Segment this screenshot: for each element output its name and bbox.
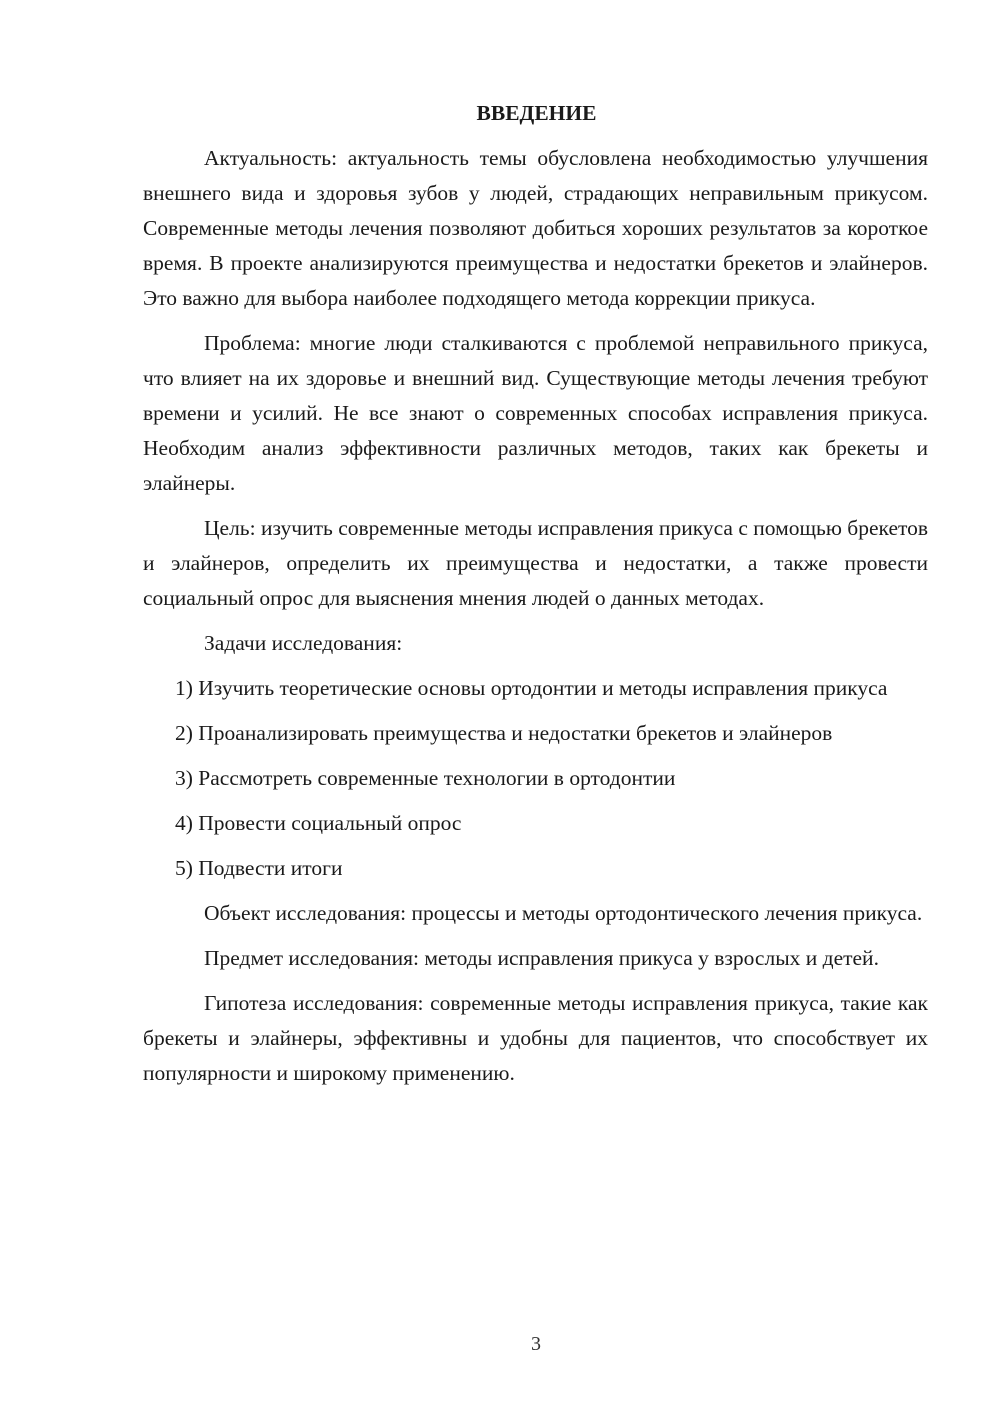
paragraph-subject: Предмет исследования: методы исправления прикуса у взрослых и детей.	[204, 946, 879, 970]
paragraph-goal: Цель: изучить современные методы исправления прикуса с помощью брекетов и элайнеров, определить их преимущества и недостатки, а также провести социальный опрос для выяснения мнения людей о данных методах.	[143, 516, 928, 610]
page-number: 3	[531, 1333, 541, 1355]
paragraph-hypothesis: Гипотеза исследования: современные методы исправления прикуса, такие как брекеты и элайнеры, эффективны и удобны для пациентов, что способствует их популярности и широкому применению.	[143, 991, 928, 1085]
paragraph-problem: Проблема: многие люди сталкиваются с проблемой неправильного прикуса, что влияет на их здоровье и внешний вид. Существующие методы лечения требуют времени и усилий. Не все знают о современных способах исправления прикуса. Необходим анализ эффективности различных методов, таких как брекеты и элайнеры.	[143, 331, 928, 495]
task-item-2: 2) Проанализировать преимущества и недостатки брекетов и элайнеров	[175, 721, 833, 745]
task-item-4: 4) Провести социальный опрос	[175, 811, 462, 835]
task-item-3: 3) Рассмотреть современные технологии в ортодонтии	[175, 766, 676, 790]
task-item-1: 1) Изучить теоретические основы ортодонтии и методы исправления прикуса	[175, 676, 888, 700]
task-item-5: 5) Подвести итоги	[175, 856, 343, 880]
paragraph-tasks-heading: Задачи исследования:	[204, 631, 403, 655]
paragraph-relevance: Актуальность: актуальность темы обусловлена необходимостью улучшения внешнего вида и здоровья зубов у людей, страдающих неправильным прикусом. Современные методы лечения позволяют добиться хороших результатов за короткое время. В проекте анализируются преимущества и недостатки брекетов и элайнеров. Это важно для выбора наиболее подходящего метода коррекции прикуса.	[143, 146, 928, 310]
section-title: ВВЕДЕНИЕ	[476, 101, 597, 125]
document-page	[143, 96, 928, 1101]
paragraph-object: Объект исследования: процессы и методы ортодонтического лечения прикуса.	[204, 901, 923, 925]
